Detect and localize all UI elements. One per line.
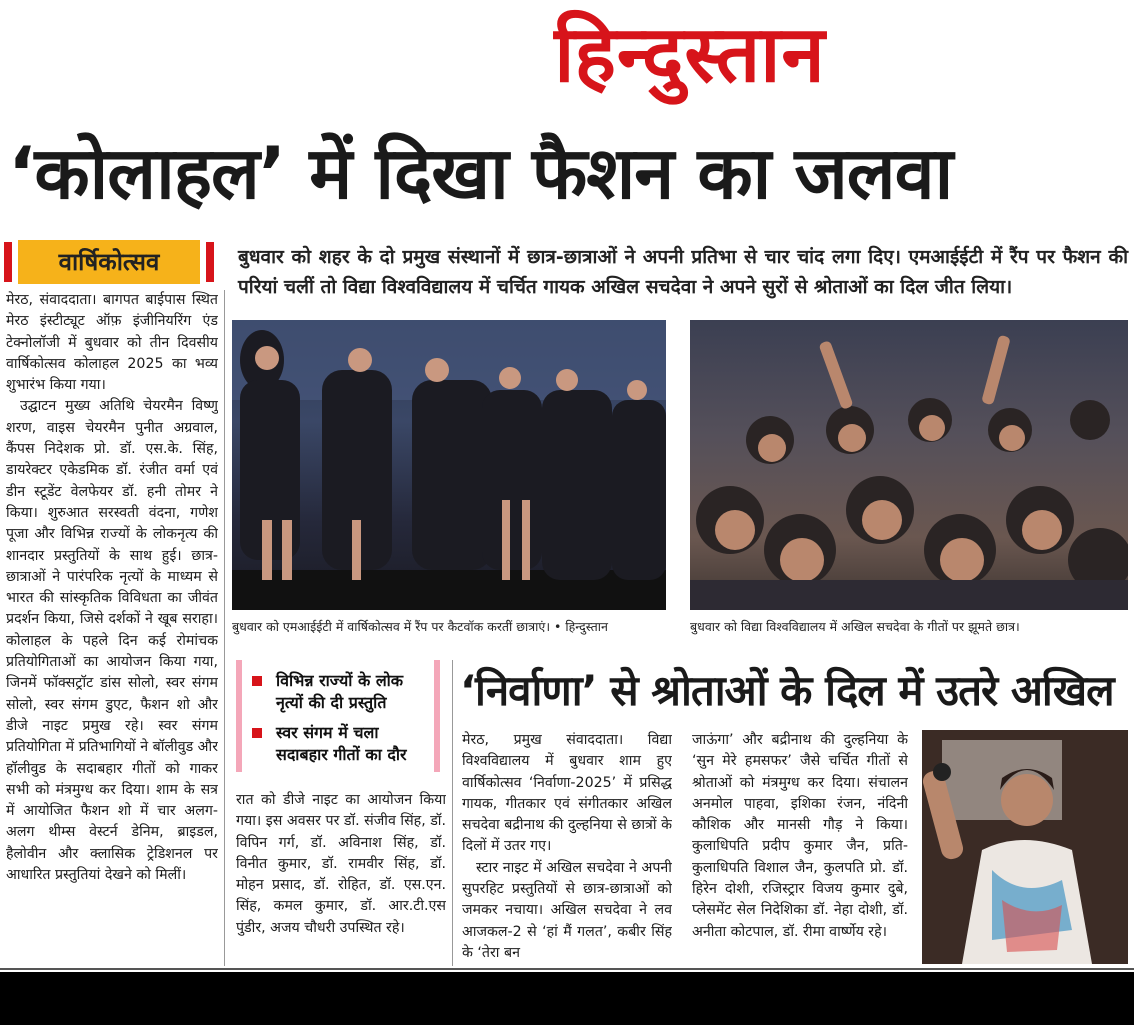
main-headline: ‘कोलाहल’ में दिखा फैशन का जलवा bbox=[8, 131, 953, 215]
intro-text: बुधवार को शहर के दो प्रमुख संस्थानों में छात्र-छात्राओं ने अपनी प्रतिभा से चार चांद लगा दिए। एमआईईटी में रैंप पर फैशन की परियां चलीं तो विद्या विश्वविद्यालय में चर्चित गायक अखिल सचदेवा ने अपने सुरों से श्रोताओं का दिल जीत लिया। bbox=[238, 246, 1128, 298]
section-kicker bbox=[4, 240, 214, 284]
singer-photo bbox=[922, 730, 1128, 964]
bottom-rule bbox=[0, 968, 1134, 970]
kicker-label: वार्षिकोत्सव bbox=[18, 240, 200, 284]
column3-para-1: मेरठ, प्रमुख संवाददाता। विद्या विश्वविद्यालय में बुधवार शाम हुए वार्षिकोत्सव ‘निर्वाणा-2025’ में प्रसिद्ध गायक, गीतकार एवं संगीतकार अखिल सचदेवा बद्रीनाथ की दुल्हनिया से छात्रों के दिलों में उतर गए। bbox=[462, 732, 672, 855]
fashion-show-illustration bbox=[232, 320, 666, 610]
highlight-text-2: स्वर संगम में चला सदाबहार गीतों का दौर bbox=[276, 723, 407, 764]
kicker-bar-left bbox=[4, 242, 12, 282]
article-column-4 bbox=[692, 730, 908, 966]
kicker-bar-right bbox=[206, 242, 214, 282]
column1-para-1: मेरठ, संवाददाता। बागपत बाईपास स्थित मेरठ इंस्टीट्यूट ऑफ़ इंजीनियरिंग एंड टेक्नोलॉजी में बुधवार को तीन दिवसीय वार्षिकोत्सव कोलाहल 2025 का भव्य शुभारंभ किया गया। bbox=[6, 292, 218, 394]
highlight-item-2 bbox=[254, 722, 434, 766]
article-column-2 bbox=[236, 790, 446, 966]
highlights-bar-right bbox=[434, 660, 440, 772]
column1-para-2: उद्घाटन मुख्य अतिथि चेयरमैन विष्णु शरण, वाइस चेयरमैन पुनीत अग्रवाल, कैंपस निदेशक प्रो. डॉ. एस.के. सिंह, डायरेक्टर एकेडमिक डॉ. रंजीत वर्मा एवं डीन स्टूडेंट वेलफेयर डॉ. हनी तोमर ने किया। शुरुआत सरस्वती वंदना, गणेश पूजा और विभिन्न राज्यों के लोकनृत्य की शानदार प्रस्तुतियों के साथ हुई। छात्र-छात्राओं ने पारंपरिक नृत्यों के माध्यम से भारत की सांस्कृतिक विविधता का जीवंत प्रदर्शन किया, जिसे दर्शकों ने खूब सराहा। कोलाहल के पहले दिन कई रोमांचक प्रतियोगिताओं का आयोजन किया गया, जिनमें फॉक्सट्रॉट डांस सोलो, स्वर संगम सोलो, स्वर संगम डुएट, फैशन शो और डीजे नाइट प्रमुख रहे। स्वर संगम प्रतियोगिता में प्रतिभागियों ने बॉलीवुड और हॉलीवुड के सदाबहार गीतों को गाकर सभी को मंत्रमुग्ध कर दिया। शाम के सत्र में आयोजित फैशन शो में चार अलग-अलग थीम्स वेस्टर्न डेनिम, ब्राइडल, हैलोवीन और क्लासिक ट्रेडिशनल पर आधारित प्रस्तुतियां देखने को मिलीं। bbox=[6, 398, 218, 884]
singer-illustration bbox=[922, 730, 1128, 964]
article-column-1 bbox=[6, 290, 218, 966]
column2-para: रात को डीजे नाइट का आयोजन किया गया। इस अवसर पर डॉ. संजीव सिंह, डॉ. विपिन गर्ग, डॉ. अविनाश सिंह, डॉ. विनीत कुमार, डॉ. रामवीर सिंह, डॉ. मोहन प्रसाद, डॉ. रोहित, डॉ. एस.एन. सिंह, कमल कुमार, डॉ. आर.टी.एस पुंडीर, अजय चौधरी उपस्थित रहे। bbox=[236, 792, 446, 936]
crowd-photo bbox=[690, 320, 1128, 610]
highlight-text-1: विभिन्न राज्यों के लोक नृत्यों की दी प्रस्तुति bbox=[276, 671, 404, 712]
column-divider bbox=[452, 660, 453, 966]
bullet-square-icon bbox=[252, 728, 262, 738]
column4-para: जाऊंगा’ और बद्रीनाथ की दुल्हनिया के ‘सुन मेरे हमसफर’ जैसे चर्चित गीतों से श्रोताओं को मंत्रमुग्ध कर दिया। संचालन अनमोल पाहवा, इशिका रंजन, नंदिनी कौशिक और मानसी गौड़ ने किया। कुलाधिपति प्रदीप कुमार जैन, प्रति- कुलाधिपति विशाल जैन, कुलपति प्रो. डॉ. हिरेन दोशी, रजिस्ट्रार विजय कुमार दुबे, प्लेसमेंट सेल निदेशिका डॉ. नेहा दोशी, डॉ. अनीता कोटपाल, डॉ. रीमा वार्ष्णेय रहे। bbox=[692, 732, 908, 940]
bullet-square-icon bbox=[252, 676, 262, 686]
highlight-item-1 bbox=[254, 670, 434, 714]
photo-caption-1: बुधवार को एमआईईटी में वार्षिकोत्सव में रैंप पर कैटवॉक करतीं छात्राएं। • हिन्दुस्तान bbox=[232, 619, 608, 634]
masthead-logo: हिन्दुस्तान bbox=[554, 9, 826, 100]
photo-caption-2: बुधवार को विद्या विश्वविद्यालय में अखिल सचदेवा के गीतों पर झूमते छात्र। bbox=[690, 619, 1020, 634]
article-column-3 bbox=[462, 730, 672, 966]
crowd-illustration bbox=[690, 320, 1128, 610]
fashion-show-photo bbox=[232, 320, 666, 610]
highlights-bar-left bbox=[236, 660, 242, 772]
column3-para-2: स्टार नाइट में अखिल सचदेवा ने अपनी सुपरहिट प्रस्तुतियों से छात्र-छात्राओं को जमकर नचाया। अखिल सचदेवा ने लव आजकल-2 से ‘हां मैं गलत’, कबीर सिंह के ‘तेरा बन bbox=[462, 859, 672, 961]
bottom-black-band bbox=[0, 972, 1134, 1025]
secondary-headline: ‘निर्वाणा’ से श्रोताओं के दिल में उतरे अखिल bbox=[460, 666, 1114, 715]
column-divider bbox=[224, 290, 225, 966]
